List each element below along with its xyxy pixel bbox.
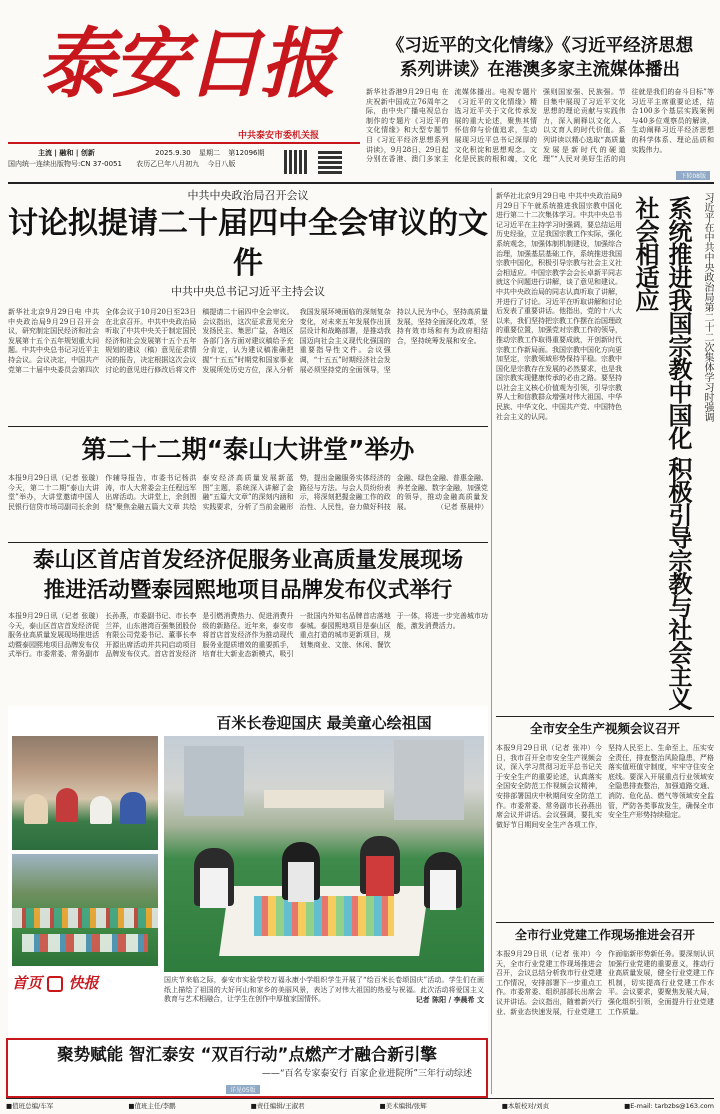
party-story	[496, 924, 714, 1094]
expo-title-1: 泰山区首店首发经济促服务业高质量发展现场	[32, 548, 463, 573]
feature-subtitle: ——“百名专家泰安行 百家企业进院所”三年行动综述	[261, 1069, 472, 1079]
photo-section	[8, 706, 488, 1036]
feature-jump[interactable]: 详见05版	[226, 1085, 260, 1094]
express-logo: 首页 快报	[12, 974, 99, 992]
expo-title-2: 推进活动暨泰园熙地项目品牌发布仪式举行	[43, 578, 453, 603]
photo-children-painting-2	[12, 854, 158, 966]
photo-caption: 国庆节来临之际，泰安市实验学校万福永康小学组织学生开展了“绘百米长卷颂国庆”活动。学生们在画纸上描绘了祖国的大好河山和家乡的美丽风景，表达了对伟大祖国的热爱与祝福。此次活动将爱国主义教育与艺术相融合，让学生在创作中厚植家国情怀。 记者 陈阳 / 李晨希 文	[164, 976, 484, 1005]
side-column-body: 新华社北京9月29日电 中共中央政治局9月29日下午就系统推进我国宗教中国化进行第二十二次集体学习。中共中央总书记习近平在主持学习时强调，要总结运用历史经验，立足我国宗教工作实际，强化系统观念，加强体制机制建设，加强综合治理，加强基层基础工作，系统推进我国宗教中国化，积极引导宗教与社会主义社会相适应。中国宗教学会会长卓新平同志就这个问题进行讲解，谈了意见和建议。中共中央政治局的同志认真听取了讲解，并进行了讨论。习近平在听取讲解和讨论后发表了重要讲话。他指出，党的十八大以来，我们坚持把宗教工作摆在治国理政的重要位置，加强党对宗教工作的领导，推动宗教工作取得重要成就，开创新时代宗教工作新局面。我国宗教中国化方向更加坚定，宗教领域形势保持平稳。宗教中国化是宗教存在发展的必然要求，也是我国宗教实现健康传承的必由之路。要坚持以社会主义核心价值观为引领，引导宗教界人士和信教群众增强对伟大祖国、中华民族、中华文化、中国共产党、中国特色社会主义的认同。	[496, 192, 622, 421]
party-title: 全市行业党建工作现场推进会召开	[514, 928, 695, 942]
feature-title: 聚势赋能 智汇泰安 “双百行动”点燃产才融合新引擎	[57, 1045, 437, 1064]
safety-title: 全市安全生产视频会议召开	[529, 721, 680, 736]
side-column-kicker: 习近平在中共中央政治局第二十二次集体学习时强调	[702, 192, 713, 422]
expo-story	[8, 546, 488, 700]
footer-item: ■值班主任/李鹏	[128, 1102, 176, 1110]
side-column-title: 系统推进我国宗教中国化 积极引导宗教与社会主义社会相适应	[631, 196, 692, 710]
issue-weekday: 星期二	[198, 149, 220, 157]
issue-date: 2025.9.30	[155, 149, 191, 157]
safety-body: 本报9月29日讯（记者 张冲）今日，我市召开全市安全生产视频会议，深入学习贯彻习近平总书记关于安全生产的重要论述，认真落实全国安全防范工作视频会议精神，安排部署国庆中秋期间安全防范工作。市委常委、常务副市长孙燕出席会议并讲话。会议强调，要扎实做好节日期间安全生产各项工作，坚持人民至上、生命至上，压实安全责任，排查整治风险隐患，严格落实值班值守制度，牢牢守住安全底线。要深入开展重点行业领域安全隐患排查整治，加强道路交通、消防、危化品、燃气等领域安全监管，严防各类事故发生，确保全市安全生产形势持续稳定。	[496, 744, 714, 829]
camera-icon	[47, 976, 63, 992]
party-body: 本报9月29日讯（记者 张冲）今天，全市行业党建工作现场推进会召开，会议总结分析我市行业党建工作情况，安排部署下一步重点工作。市委常委、组织部部长出席会议并讲话。会议指出，随着新兴行业、新业态快速发展，行业党建工作面临新形势新任务。要深刻认识加强行业党建的重要意义，推动行业高质量发展，健全行业党建工作机制，切实提高行业党建工作水平。会议要求，要聚焦发展大局，强化组织引领，全面提升行业党建工作质量。	[496, 950, 714, 1016]
masthead-title: 泰安日报	[38, 19, 334, 108]
masthead-sponsor: 中共泰安市委机关报	[238, 131, 320, 141]
qr-code-icon	[284, 150, 308, 174]
expo-body: 本报9月29日讯（记者 张璇）今天，泰山区首店首发经济促服务业高质量发展现场推进活动暨泰园熙地项目品牌发布仪式举行。市委常委、常务副市长孙燕，市委副书记、市长李兰祥，山东港湾百强集团股份有限公司党委书记、董事长李开源出席活动并共同启动项目品牌发布仪式。首店首发经济是引燃消费热力、促进消费升级的新路径。近年来，泰安市将首店首发经济作为推动现代服务业提质增效的重要抓手，培育壮大新业态新模式，吸引一批国内外知名品牌首店落地泰城。泰园熙地项目是泰山区重点打造的城市更新项目，规划集商业、文旅、休闲、餐饮于一体，将进一步完善城市功能，激发消费活力。	[8, 612, 488, 659]
lead-kicker: 中共中央政治局召开会议	[187, 189, 309, 202]
lead-body: 新华社北京9月29日电 中共中央政治局9月29日召开会议，研究制定国民经济和社会发展第十五个五年规划重大问题。中共中央总书记习近平主持会议。会议决定，中国共产党第二十届中央委员会第四次全体会议于10月20日至23日在北京召开。中共中央政治局听取了中共中央关于制定国民经济和社会发展第十五个五年规划的建议（稿）意见征求情况的报告，决定根据这次会议讨论的意见进行修改后将文件稿提请二十届四中全会审议。会议指出，这次征求意见充分发扬民主、集思广益，各地区各部门各方面对建议稿给予充分肯定，认为建议稿准确把握“十五五”时期党和国家事业发展所处历史方位，深入分析我国发展环境面临的深刻复杂变化，对未来五年发展作出顶层设计和战略部署，是推动我国迈向社会主义现代化强国的重要指导性文件。会议强调，“十五五”时期经济社会发展必须坚持党的全面领导，坚持以人民为中心，坚持高质量发展，坚持全面深化改革，坚持有效市场和有为政府相结合，坚持统筹发展和安全。	[8, 308, 488, 374]
feature-box[interactable]	[6, 1038, 488, 1098]
qr-code-icon	[318, 150, 342, 174]
lead-title: 讨论拟提请二十届四中全会审议的文件	[8, 206, 488, 281]
top-story-body: 新华社香港9月29日电 在庆祝新中国成立76周年之际，由中央广播电视总台制作的专题片《习近平的文化情缘》和大型专题节目《习近平经济思想系列讲读》，9月28日、29日起分别在香港、澳门多家主流媒体播出。电视专题片《习近平的文化情缘》精选习近平关于文化传承发展的重大论述，聚焦其情怀信仰与价值追求，生动展现习近平总书记深厚的文化积淀和思想观念。文化是民族的根和魂，文化强则国家强、民族强。节目集中展现了习近平文化思想的理论贡献与实践伟力，深入阐释以文化人、以文育人的时代价值。系列讲读以精心选取“高质量发展是新时代的硬道理”“人民对美好生活的向往就是我们的奋斗目标”等习近平主席重要论述，结合100多个基层实践案例与40多位观察员的解读，生动阐释习近平经济思想的科学体系、理论品质和实践伟力。	[366, 88, 714, 164]
photo-children-painting-main	[164, 736, 484, 972]
page-count: 今日八版	[207, 160, 236, 168]
footer-item: ■美术编辑/张辉	[379, 1102, 427, 1110]
safety-story	[496, 718, 714, 918]
photo-title: 百米长卷迎国庆 最美童心绘祖国	[216, 714, 432, 732]
lead-subtitle: 中共中央总书记习近平主持会议	[171, 285, 325, 298]
footer	[6, 1100, 714, 1112]
lunar-date: 农历乙巳年八月初九	[136, 160, 200, 168]
top-story-title-2: 系列讲读》在港澳多家主流媒体播出	[400, 60, 680, 80]
top-story-title-1: 《习近平的文化情缘》《习近平经济思想	[386, 36, 694, 56]
footer-email[interactable]: ■E-mail: tarbzbs@163.com	[624, 1102, 714, 1110]
lead-story	[8, 188, 488, 424]
lecture-story	[8, 430, 488, 540]
footer-item: ■责任编辑/王淑君	[250, 1102, 305, 1110]
footer-item: ■值班总编/车军	[6, 1102, 54, 1110]
lecture-title: 第二十二期“泰山大讲堂”举办	[81, 435, 415, 464]
photo-children-painting-1	[12, 736, 158, 850]
cn-number: 国内统一连续出版物号:CN 37-0051	[8, 160, 122, 168]
top-story-jump[interactable]: 下转08版	[676, 171, 710, 180]
side-column	[496, 188, 714, 714]
masthead-motto: 主流 | 融和 | 创新	[38, 149, 95, 157]
lecture-body: 本报9月29日讯（记者 张璇）今天，第二十二期“泰山大讲堂”举办，大讲堂邀请中国人民银行信贷市场司副司长余剑作辅导报告，市委书记杨洪涛，市人大常委会主任程远军出席活动。大讲堂上，余剑围绕“聚焦金融五篇大文章 共绘泰安经济高质量发展新蓝图”主题，系统深入讲解了金融“五篇大文章”的深刻内涵和实践要求，分析了当前金融形势，提出金融服务实体经济的路径与方法。与会人员纷纷表示，将深刻把握金融工作的政治性、人民性，奋力做好科技金融、绿色金融、普惠金融、养老金融、数字金融，加强党的领导，推动金融高质量发展。 （记者 蔡晨仲）	[8, 474, 488, 511]
top-story	[366, 34, 714, 180]
issue-number: 第12096期	[228, 149, 265, 157]
footer-item: ■本版校对/刘贞	[501, 1102, 550, 1110]
masthead	[0, 0, 362, 180]
